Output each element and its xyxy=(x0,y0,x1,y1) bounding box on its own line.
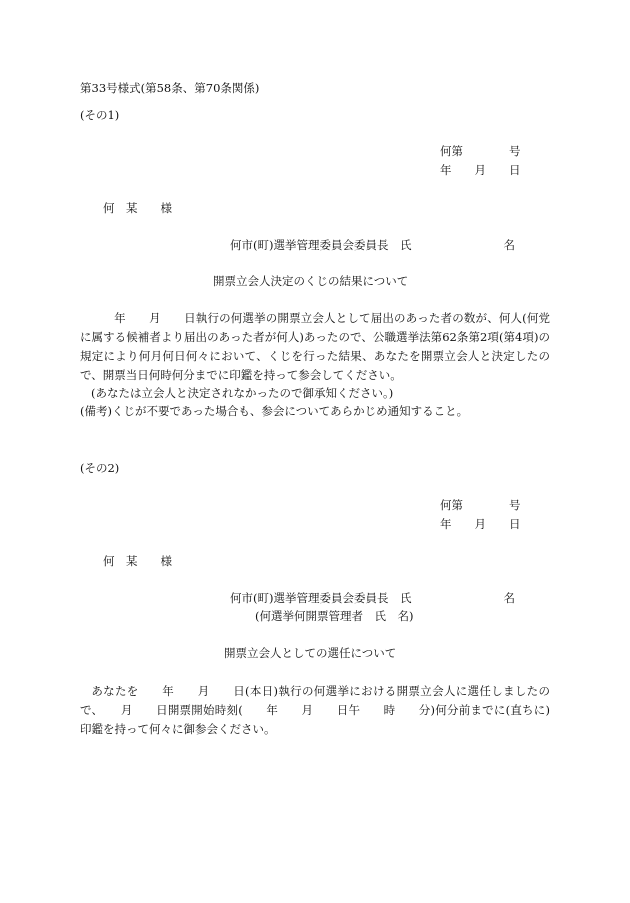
part1-addressee: 何 某 様 xyxy=(103,201,172,215)
part1-parenthetical: (あなたは立会人と決定されなかったので御承知ください。) xyxy=(91,386,394,400)
part2-label: (その2) xyxy=(80,461,120,475)
part1-date-line: 年 月 日 xyxy=(440,163,521,177)
part1-subject: 開票立会人決定のくじの結果について xyxy=(213,274,409,288)
part1-sender: 何市(町)選挙管理委員会委員長 氏 名 xyxy=(230,238,515,252)
part1-body xyxy=(80,309,550,385)
form-title: 第33号様式(第58条、第70条関係) xyxy=(80,81,260,95)
part1-label: (その1) xyxy=(80,108,120,122)
part1-note: (備考)くじが不要であった場合も、参会についてあらかじめ通知すること。 xyxy=(80,404,469,418)
part2-number-line: 何第 号 xyxy=(440,498,521,512)
part2-body-text: あなたを 年 月 日(本日)執行の何選挙における開票立会人に選任しましたので、 月 日開票開始時刻( 年 月 日午 時 分)何分前までに(直ちに)印鑑を持って何々に御参会ください。 xyxy=(80,684,550,736)
part2-subject: 開票立会人としての選任について xyxy=(224,646,397,660)
part1-number-line: 何第 号 xyxy=(440,144,521,158)
part2-sender: 何市(町)選挙管理委員会委員長 氏 名 xyxy=(230,591,515,605)
part2-body xyxy=(80,682,550,739)
part2-sender-alt: (何選挙何開票管理者 氏 名) xyxy=(255,609,414,623)
part2-addressee: 何 某 様 xyxy=(103,554,172,568)
part1-body-text: 年 月 日執行の何選挙の開票立会人として届出のあった者の数が、何人(何党に属する候補者より届出のあった者が何人)あったので、公職選挙法第62条第2項(第4項)の規定により何月何日何々において、くじを行った結果、あなたを開票立会人と決定したので、開票当日何時何分までに印鑑を持って参会してください。 xyxy=(80,311,550,382)
part2-date-line: 年 月 日 xyxy=(440,517,521,531)
